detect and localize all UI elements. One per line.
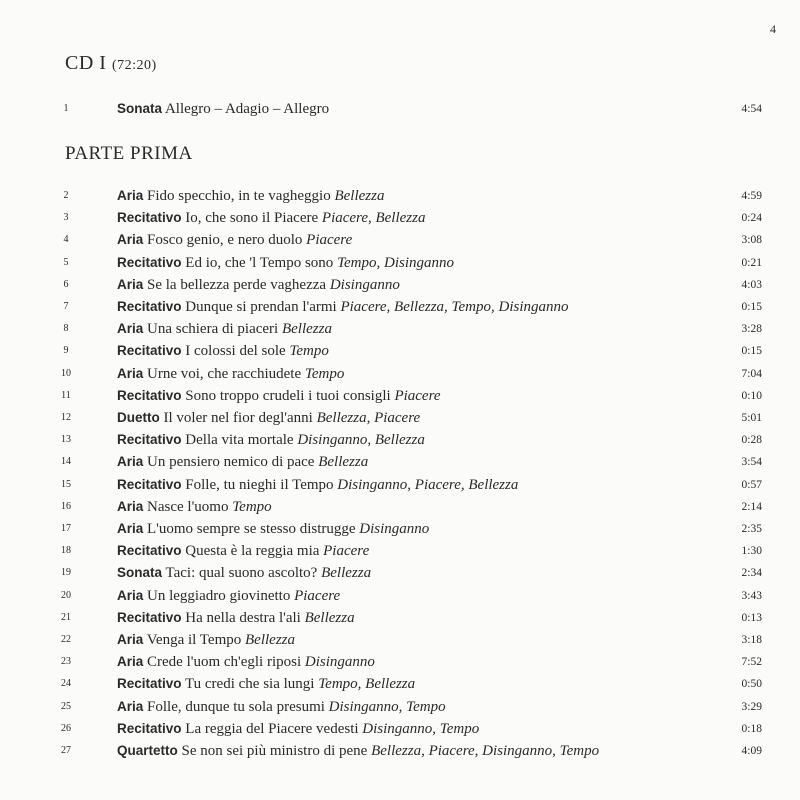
track-duration: 4:54 [741, 103, 762, 115]
track-row [0, 629, 800, 651]
track-number: 19 [61, 567, 71, 579]
track-roles: Bellezza [245, 632, 295, 648]
track-row [0, 252, 800, 274]
track-form: Aria [117, 587, 144, 603]
track-form: Recitativo [117, 210, 182, 226]
track-row [0, 385, 800, 407]
track-duration: 3:43 [741, 589, 762, 602]
track-form: Aria [117, 698, 144, 714]
track-row [0, 296, 800, 318]
track-roles: Piacere [294, 587, 341, 604]
track-form: Duetto [117, 410, 160, 425]
track-title: Fido specchio, in te vagheggio [147, 188, 331, 204]
track-description [117, 207, 425, 229]
track-number: 24 [61, 678, 71, 690]
track-duration: 1:30 [741, 545, 762, 558]
track-roles: Piacere, Bellezza [321, 210, 426, 227]
track-row [0, 540, 800, 562]
track-description [117, 185, 384, 207]
track-form: Recitativo [117, 299, 182, 314]
track-title: Allegro – Adagio – Allegro [164, 101, 330, 117]
track-row [0, 518, 800, 540]
track-description [117, 385, 441, 407]
track-roles: Disinganno, Tempo [328, 698, 446, 715]
track-duration: 3:29 [741, 700, 762, 713]
track-title: Folle, dunque tu sola presumi [147, 698, 325, 715]
track-number: 9 [63, 345, 69, 357]
track-row [0, 274, 800, 296]
track-description [117, 474, 518, 496]
track-row [0, 474, 800, 496]
track-number: 12 [61, 412, 71, 423]
track-number: 4 [63, 234, 69, 246]
track-roles: Disinganno [304, 654, 375, 671]
track-title: I colossi del sole [185, 343, 286, 360]
track-title: Questa è la reggia mia [185, 543, 320, 560]
track-title: Urne voi, che racchiudete [147, 365, 302, 382]
track-description [117, 407, 420, 429]
track-description [117, 252, 454, 274]
track-roles: Bellezza [318, 454, 369, 471]
cd-heading [65, 52, 157, 75]
track-roles: Disinganno [329, 276, 400, 293]
track-number: 14 [61, 456, 71, 468]
track-description [117, 429, 425, 451]
track-number: 15 [61, 478, 71, 490]
track-number: 2 [63, 190, 69, 201]
track-row [0, 673, 800, 695]
track-description [117, 340, 329, 362]
track-form: Aria [117, 454, 144, 470]
track-form: Recitativo [117, 254, 182, 270]
track-form: Aria [117, 498, 144, 514]
track-description [117, 296, 569, 318]
track-duration: 7:04 [741, 367, 762, 380]
track-description [117, 651, 375, 673]
track-row [0, 651, 800, 673]
track-roles: Disinganno, Tempo [362, 720, 480, 737]
track-description [117, 673, 415, 695]
track-duration: 5:01 [741, 412, 762, 424]
track-description [117, 274, 400, 296]
track-number: 10 [61, 367, 71, 379]
track-number: 7 [63, 301, 69, 312]
track-duration: 0:18 [741, 722, 762, 735]
track-title: Se non sei più ministro di pene [181, 743, 368, 759]
track-number: 8 [63, 323, 69, 335]
track-title: Fosco genio, e nero duolo [147, 232, 303, 249]
track-roles: Disinganno, Bellezza [297, 432, 425, 449]
track-number: 16 [61, 500, 71, 512]
track-row [0, 496, 800, 518]
track-number: 11 [61, 389, 71, 401]
track-roles: Bellezza [281, 321, 332, 338]
track-roles: Piacere [306, 232, 353, 249]
track-title: Folle, tu nieghi il Tempo [185, 476, 334, 493]
track-roles: Bellezza, Piacere [316, 410, 421, 426]
track-duration: 2:34 [741, 567, 762, 580]
track-title: Il voler nel fior degl'anni [163, 410, 313, 426]
track-form: Recitativo [117, 543, 182, 559]
track-row [0, 340, 800, 362]
track-number: 6 [63, 278, 69, 290]
track-description [117, 98, 329, 120]
track-row [0, 451, 800, 473]
track-roles: Bellezza [321, 565, 372, 582]
track-row [0, 718, 800, 740]
track-number: 25 [61, 700, 71, 712]
track-duration: 0:15 [741, 345, 762, 358]
track-row [0, 562, 800, 584]
track-form: Aria [117, 521, 144, 536]
track-description [117, 318, 332, 340]
track-row [0, 607, 800, 629]
track-title: Tu credi che sia lungi [185, 676, 315, 693]
track-duration: 3:28 [741, 323, 762, 336]
track-row [0, 407, 800, 429]
track-title: Nasce l'uomo [147, 498, 229, 515]
track-row [0, 740, 800, 762]
track-duration: 7:52 [741, 656, 762, 669]
track-number: 22 [61, 634, 71, 645]
track-description [117, 518, 429, 540]
track-roles: Bellezza, Piacere, Disinganno, Tempo [371, 743, 600, 759]
track-roles: Bellezza [304, 609, 355, 626]
track-description [117, 585, 340, 607]
track-row [0, 429, 800, 451]
track-form: Aria [117, 321, 144, 337]
track-duration: 4:09 [741, 745, 762, 757]
track-row [0, 207, 800, 229]
track-row [0, 185, 800, 207]
track-number: 17 [61, 523, 71, 534]
track-number: 5 [63, 256, 69, 268]
track-roles: Disinganno [359, 521, 430, 537]
track-title: Crede l'uom ch'egli riposi [147, 654, 302, 671]
track-description [117, 496, 272, 518]
track-row [0, 229, 800, 251]
track-form: Aria [117, 188, 144, 203]
track-number: 1 [63, 103, 69, 114]
cd-duration: (72:20) [111, 58, 157, 73]
section-heading: PARTE PRIMA [65, 143, 193, 164]
track-duration: 0:21 [741, 256, 762, 269]
track-title: Un pensiero nemico di pace [147, 454, 315, 471]
track-title: Sono troppo crudeli i tuoi consigli [185, 387, 391, 404]
track-roles: Tempo, Bellezza [318, 676, 416, 693]
track-duration: 2:14 [741, 500, 762, 513]
track-description [117, 718, 479, 740]
track-form: Recitativo [117, 387, 182, 403]
track-description [117, 696, 446, 718]
track-number: 18 [61, 545, 71, 557]
track-description [117, 562, 371, 584]
track-number: 21 [61, 611, 71, 623]
track-duration: 0:24 [741, 212, 762, 225]
track-title: Ha nella destra l'ali [185, 609, 301, 626]
track-duration: 0:28 [741, 434, 762, 447]
track-form: Recitativo [117, 432, 182, 448]
track-title: Venga il Tempo [146, 632, 242, 648]
track-title: La reggia del Piacere vedesti [185, 720, 359, 737]
track-form: Recitativo [117, 720, 182, 736]
track-form: Recitativo [117, 676, 182, 692]
track-row [0, 98, 800, 120]
track-row [0, 696, 800, 718]
track-roles: Disinganno, Piacere, Bellezza [337, 476, 519, 493]
track-number: 27 [61, 745, 71, 756]
track-title: Taci: qual suono ascolto? [165, 565, 318, 582]
track-title: Ed io, che 'l Tempo sono [185, 254, 334, 271]
track-description [117, 540, 369, 562]
track-form: Sonata [117, 101, 163, 116]
track-roles: Piacere [323, 543, 370, 560]
track-form: Recitativo [117, 609, 182, 625]
track-duration: 4:59 [741, 190, 762, 202]
track-form: Aria [117, 654, 144, 670]
track-roles: Bellezza [334, 188, 385, 204]
track-description [117, 607, 355, 629]
track-duration: 3:54 [741, 456, 762, 469]
track-row [0, 363, 800, 385]
track-duration: 0:57 [741, 478, 762, 491]
track-number: 26 [61, 722, 71, 734]
track-description [117, 451, 368, 473]
track-form: Recitativo [117, 476, 182, 492]
track-description [117, 740, 599, 762]
track-row [0, 318, 800, 340]
track-description [117, 629, 295, 651]
track-duration: 2:35 [741, 523, 762, 535]
cd-title: CD I [65, 52, 107, 74]
track-form: Sonata [117, 565, 163, 581]
track-duration: 0:13 [741, 611, 762, 624]
track-duration: 3:08 [741, 234, 762, 247]
track-roles: Piacere, Bellezza, Tempo, Disinganno [340, 299, 569, 315]
track-duration: 0:50 [741, 678, 762, 691]
track-title: L'uomo sempre se stesso distrugge [147, 521, 356, 537]
track-title: Dunque si prendan l'armi [185, 299, 337, 315]
track-number: 20 [61, 589, 71, 601]
page-number: 4 [770, 22, 776, 36]
track-description [117, 363, 344, 385]
track-duration: 4:03 [741, 278, 762, 291]
track-row [0, 585, 800, 607]
track-form: Recitativo [117, 343, 182, 359]
track-title: Un leggiadro giovinetto [147, 587, 291, 604]
track-title: Della vita mortale [185, 432, 294, 449]
track-description [117, 229, 352, 251]
track-duration: 0:15 [741, 301, 762, 313]
track-form: Aria [117, 632, 144, 647]
track-duration: 3:18 [741, 634, 762, 646]
track-roles: Tempo [289, 343, 329, 360]
track-title: Se la bellezza perde vaghezza [147, 276, 327, 293]
track-form: Quartetto [117, 743, 178, 758]
track-title: Una schiera di piaceri [147, 321, 279, 338]
track-roles: Tempo, Disinganno [337, 254, 455, 271]
track-roles: Tempo [304, 365, 345, 382]
track-form: Aria [117, 232, 144, 248]
track-roles: Tempo [232, 498, 272, 515]
track-title: Io, che sono il Piacere [185, 210, 319, 227]
track-number: 23 [61, 656, 71, 668]
track-form: Aria [117, 365, 144, 381]
track-roles: Piacere [394, 387, 441, 404]
track-number: 3 [63, 212, 69, 224]
track-duration: 0:10 [741, 389, 762, 402]
track-form: Aria [117, 276, 144, 292]
track-number: 13 [61, 434, 71, 446]
